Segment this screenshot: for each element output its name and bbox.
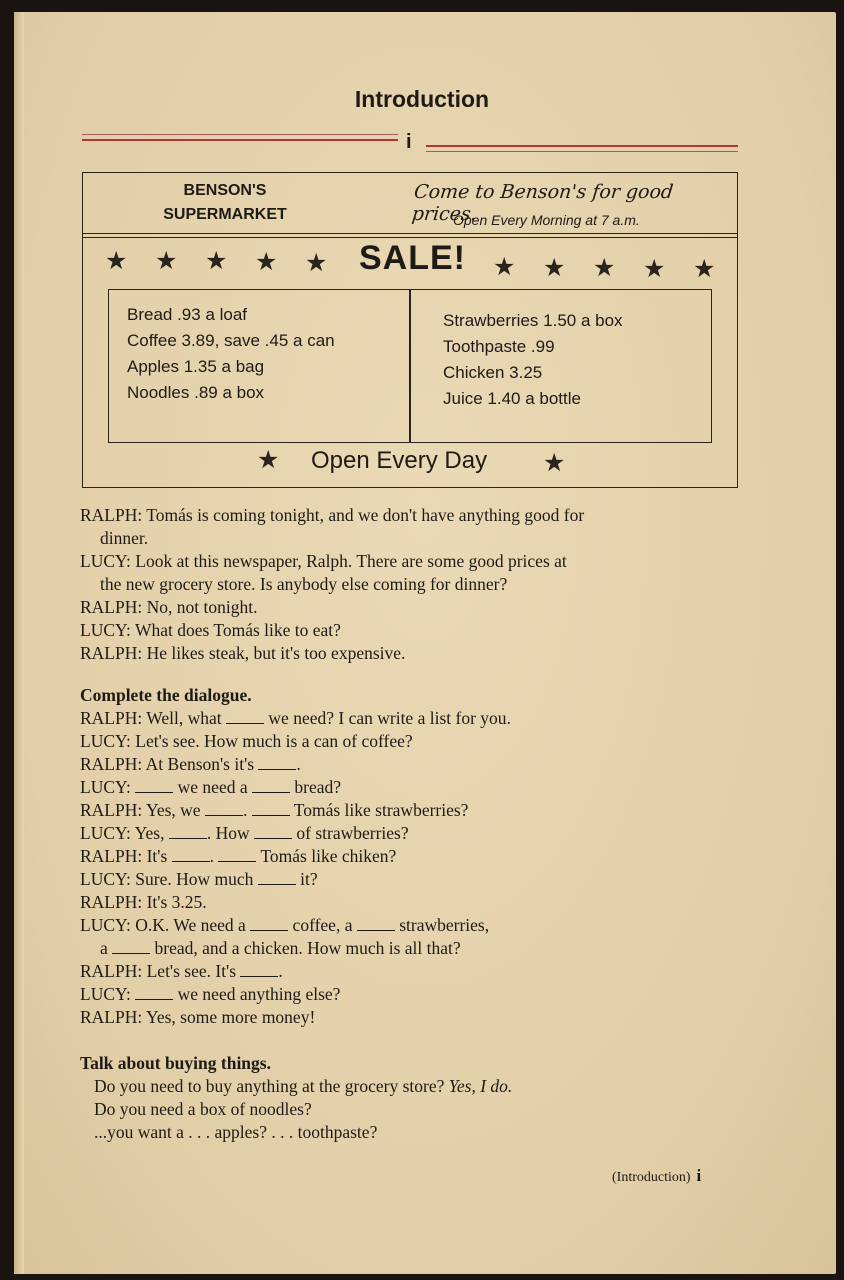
exercise-line: RALPH: Let's see. It's .	[80, 961, 283, 981]
star-icon: ★	[593, 255, 616, 282]
talk-line: ...you want a . . . apples? . . . toothpaste?	[94, 1122, 378, 1142]
dialogue-line: the new grocery store. Is anybody else coming for dinner?	[100, 574, 508, 594]
answer-blank[interactable]	[252, 801, 290, 816]
footer-label: (Introduction)	[612, 1170, 691, 1185]
answer-blank[interactable]	[258, 755, 296, 770]
dialogue-line: RALPH: No, not tonight.	[80, 597, 258, 617]
star-icon: ★	[257, 447, 280, 474]
dialogue-line: RALPH: He likes steak, but it's too expensive.	[80, 643, 406, 663]
exercise-line: RALPH: Yes, we . Tomás like strawberries?	[80, 800, 469, 820]
section-heading: Complete the dialogue.	[80, 685, 252, 705]
exercise-line: RALPH: It's 3.25.	[80, 892, 207, 912]
answer-blank[interactable]	[252, 778, 290, 793]
answer-blank[interactable]	[135, 778, 173, 793]
title-rule-right-bottom	[426, 151, 738, 152]
section-heading: Talk about buying things.	[80, 1053, 271, 1073]
exercise-line: RALPH: Well, what we need? I can write a list for you.	[80, 708, 511, 728]
sale-headline: SALE!	[359, 239, 466, 277]
answer-blank[interactable]	[205, 801, 243, 816]
answer-blank[interactable]	[135, 985, 173, 1000]
items-divider	[409, 290, 411, 442]
star-icon: ★	[543, 255, 566, 282]
exercise-line: RALPH: It's . Tomás like chiken?	[80, 846, 397, 866]
page-edge	[14, 12, 24, 1274]
exercise-line: LUCY: Sure. How much it?	[80, 869, 318, 889]
page-footer	[612, 1166, 701, 1186]
slogan: Come to Benson's for good prices.	[410, 181, 675, 225]
store-name	[145, 179, 305, 227]
talk-section	[80, 1052, 512, 1144]
dialogue-line: RALPH: Tomás is coming tonight, and we don't have anything good for	[80, 505, 585, 525]
open-every-day: Open Every Day	[311, 447, 488, 474]
star-icon: ★	[305, 250, 328, 277]
opening-hours: Open Every Morning at 7 a.m.	[453, 212, 640, 228]
answer-blank[interactable]	[172, 847, 210, 862]
star-icon: ★	[693, 256, 716, 283]
exercise-line: RALPH: Yes, some more money!	[80, 1007, 316, 1027]
sale-item: Bread .93 a loaf	[127, 305, 248, 324]
exercise-line: RALPH: At Benson's it's .	[80, 754, 301, 774]
chapter-title: Introduction	[354, 86, 490, 112]
chapter-number: i	[406, 131, 412, 153]
star-icon: ★	[105, 248, 128, 275]
exercise-line: a bread, and a chicken. How much is all that?	[100, 938, 461, 958]
sale-item: Chicken 3.25	[443, 363, 543, 382]
sale-items-left	[127, 302, 335, 406]
star-icon: ★	[205, 248, 228, 275]
store-name-line2: SUPERMARKET	[163, 206, 287, 223]
answer-blank[interactable]	[240, 962, 278, 977]
store-name-line1: BENSON'S	[183, 182, 267, 199]
ad-header-divider	[83, 237, 737, 238]
title-rule-right	[426, 145, 738, 147]
star-icon: ★	[643, 256, 666, 283]
exercise-line: LUCY: O.K. We need a coffee, a strawberries,	[80, 915, 490, 935]
star-icon: ★	[493, 254, 516, 281]
exercise-line: LUCY: we need a bread?	[80, 777, 342, 797]
answer-blank[interactable]	[226, 709, 264, 724]
star-icon: ★	[155, 248, 178, 275]
sale-item: Noodles .89 a box	[127, 383, 265, 402]
intro-dialogue	[80, 504, 584, 665]
sale-item: Juice 1.40 a bottle	[443, 389, 581, 408]
sale-items-box	[108, 289, 712, 443]
title-rule-left-top	[82, 134, 398, 135]
sample-answer: Yes, I do.	[448, 1076, 513, 1096]
dialogue-line: LUCY: What does Tomás like to eat?	[80, 620, 341, 640]
sale-items-right	[443, 308, 623, 412]
sale-item: Apples 1.35 a bag	[127, 357, 265, 376]
talk-line: Do you need a box of noodles?	[94, 1099, 312, 1119]
star-icon: ★	[543, 450, 566, 477]
answer-blank[interactable]	[254, 824, 292, 839]
sale-item: Toothpaste .99	[443, 337, 555, 356]
dialogue-line: LUCY: Look at this newspaper, Ralph. There are some good prices at	[80, 551, 567, 571]
ad-header	[83, 173, 737, 234]
sale-item: Strawberries 1.50 a box	[443, 311, 623, 330]
answer-blank[interactable]	[218, 847, 256, 862]
title-rule-left	[82, 139, 398, 141]
exercise-line: LUCY: Let's see. How much is a can of coffee?	[80, 731, 413, 751]
answer-blank[interactable]	[357, 916, 395, 931]
sale-advertisement	[82, 172, 738, 488]
complete-dialogue	[80, 684, 511, 1029]
exercise-line: LUCY: Yes, . How of strawberries?	[80, 823, 409, 843]
sale-item: Coffee 3.89, save .45 a can	[127, 331, 335, 350]
dialogue-line: dinner.	[100, 528, 149, 548]
exercise-line: LUCY: we need anything else?	[80, 984, 341, 1004]
page-number: i	[696, 1166, 702, 1185]
answer-blank[interactable]	[169, 824, 207, 839]
answer-blank[interactable]	[250, 916, 288, 931]
talk-line: Do you need to buy anything at the grocery store? Yes, I do.	[94, 1076, 513, 1096]
answer-blank[interactable]	[258, 870, 296, 885]
star-icon: ★	[255, 249, 278, 276]
answer-blank[interactable]	[112, 939, 150, 954]
